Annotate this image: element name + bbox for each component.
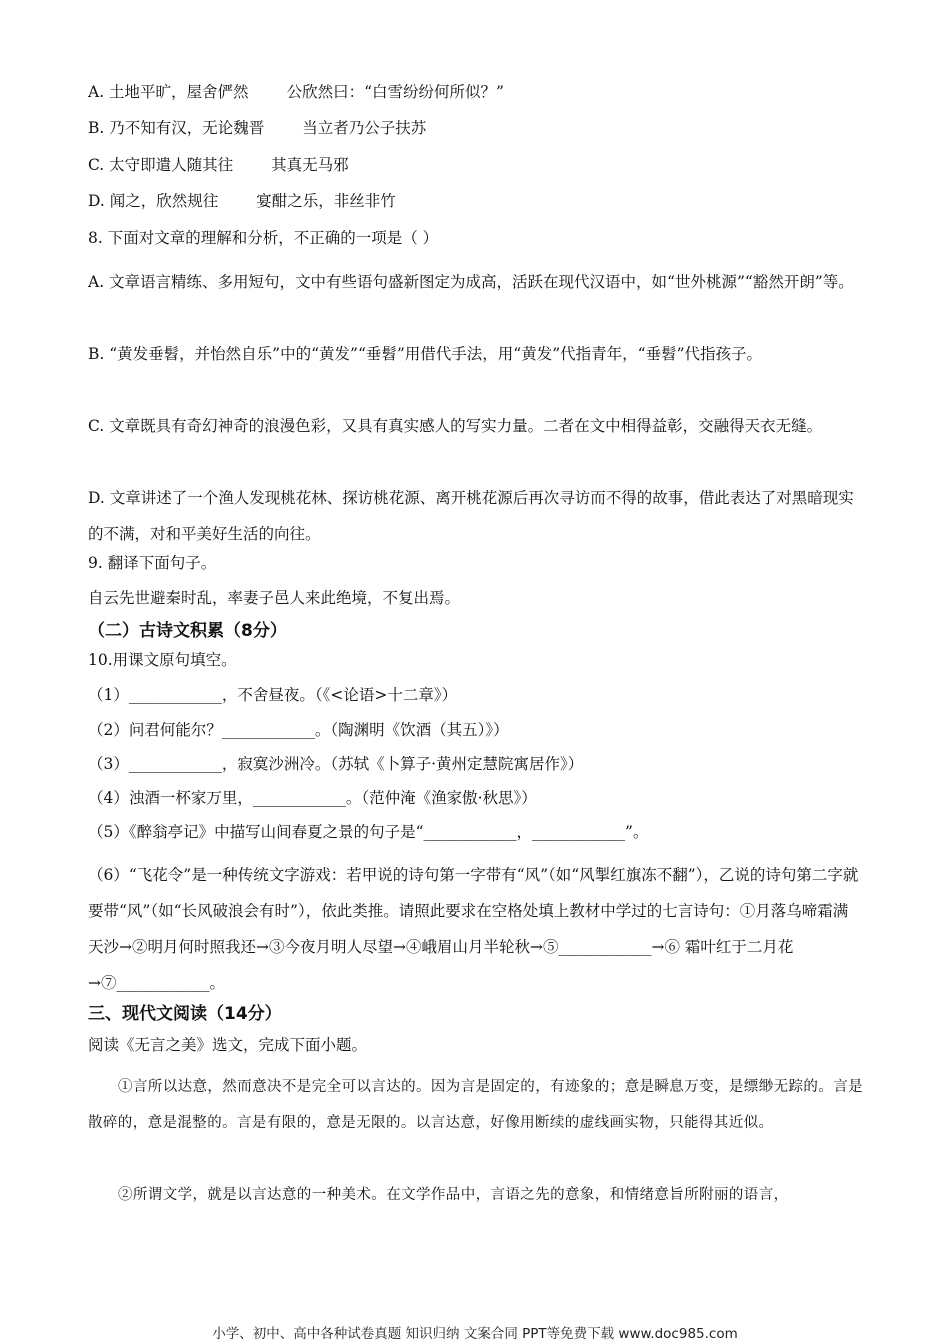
q8-option-c: C. 文章既具有奇幻神奇的浪漫色彩，又具有真实感人的写实力量。二者在文中相得益彰，交融得天衣无缝。 — [88, 417, 823, 435]
q8-option-d: D. 文章讲述了一个渔人发现桃花林、探访桃花源、离开桃花源后再次寻访而不得的故事，借此表达了对黑暗现实的不满，对和平美好生活的向往。 — [88, 489, 854, 543]
q7-option-a-right: 公欣然曰：“白雪纷纷何所似？” — [286, 83, 504, 101]
q7-option-a-left: A. 土地平旷，屋舍俨然 — [88, 83, 249, 101]
q10-item-4: （4）浊酒一杯家万里，____________。（范仲淹《渔家傲·秋思》） — [88, 789, 537, 807]
q10-item-2: （2）问君何能尔？____________。（陶渊明《饮酒（其五）》） — [88, 721, 509, 739]
q10-item-5: （5）《醉翁亭记》中描写山间春夏之景的句子是“____________，____________”。 — [88, 823, 649, 841]
q7-option-d-right: 宴酣之乐，非丝非竹 — [256, 192, 396, 210]
q9-sentence: 自云先世避秦时乱，率妻子邑人来此绝境，不复出焉。 — [88, 589, 461, 607]
q10-item-3: （3）____________，寂寞沙洲冷。（苏轼《卜算子·黄州定慧院寓居作》） — [88, 755, 584, 773]
q7-option-b-left: B. 乃不知有汉，无论魏晋 — [88, 119, 265, 137]
section2-heading: （二）古诗文积累（8分） — [88, 621, 287, 641]
q7-option-b-right: 当立者乃公子扶苏 — [302, 119, 427, 137]
q7-option-c — [88, 155, 349, 175]
q7-option-c-left: C. 太守即遣人随其往 — [88, 156, 234, 174]
q7-option-c-right: 其真无马邪 — [271, 156, 349, 174]
page-footer: 小学、初中、高中各种试卷真题 知识归纳 文案合同 PPT等免费下载 www.doc985.com — [212, 1326, 738, 1342]
q10-item-1: （1）____________，不舍昼夜。（《<论语>十二章》） — [88, 686, 458, 704]
section3-heading: 三、现代文阅读（14分） — [88, 1004, 282, 1024]
q7-option-d — [88, 191, 396, 211]
q8-stem: 8. 下面对文章的理解和分析，不正确的一项是（ ） — [88, 229, 439, 247]
section3-paragraph-2: ②所谓文学，就是以言达意的一种美术。在文学作品中，言语之先的意象，和情绪意旨所附丽的语言， — [118, 1187, 789, 1203]
q7-option-d-left: D. 闻之，欣然规往 — [88, 192, 219, 210]
q8-option-a: A. 文章语言精练、多用短句，文中有些语句盛新图定为成高，活跃在现代汉语中，如“世外桃源”“豁然开朗”等。 — [88, 273, 854, 291]
q8-option-b: B. “黄发垂髫，并怡然自乐”中的“黄发”“垂髫”用借代手法，用“黄发”代指青年，“垂髫”代指孩子。 — [88, 345, 762, 363]
q7-option-b — [88, 118, 426, 138]
q7-option-a — [88, 82, 504, 102]
q10-stem: 10.用课文原句填空。 — [88, 651, 237, 669]
q10-item-6: （6）“飞花令”是一种传统文字游戏：若甲说的诗句第一字带有“风”（如“风掣红旗冻不翻”），乙说的诗句第二字就要带“风”（如“长风破浪会有时”），依此类推。请照此要求在空格处填上教材中学过的七言诗句：①月落乌啼霜满天沙→②明月何时照我还→③今夜月明人尽望→④峨眉山月半轮秋→⑤____________→⑥ 霜叶红于二月花→⑦____________。 — [88, 866, 859, 992]
q9-stem: 9. 翻译下面句子。 — [88, 554, 217, 572]
section3-intro: 阅读《无言之美》选文，完成下面小题。 — [88, 1036, 368, 1054]
section3-paragraph-1: ①言所以达意，然而意决不是完全可以言达的。因为言是固定的，有迹象的；意是瞬息万变，是缥缈无踪的。言是散碎的，意是混整的。言是有限的，意是无限的。以言达意，好像用断续的虚线画实物，只能得其近似。 — [88, 1079, 863, 1131]
